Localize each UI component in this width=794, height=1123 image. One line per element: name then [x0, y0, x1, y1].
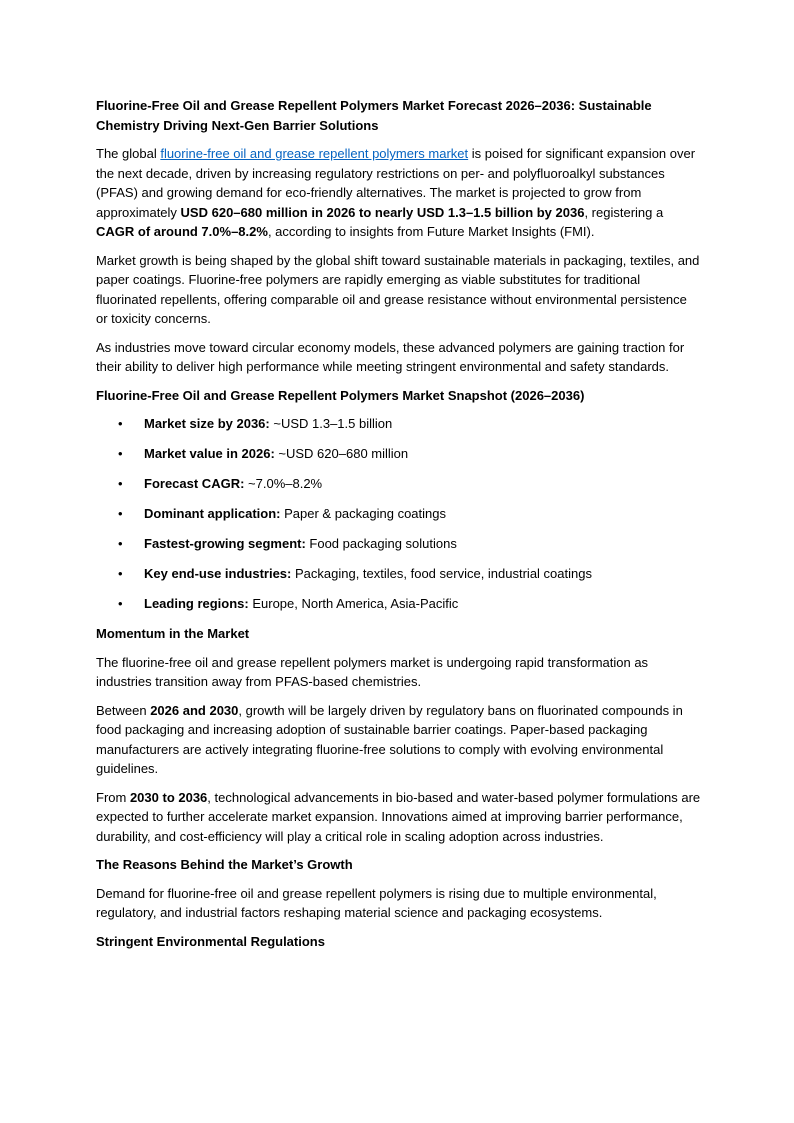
list-item: • Forecast CAGR: ~7.0%–8.2%: [96, 474, 702, 494]
intro-paragraph-2: Market growth is being shaped by the global shift toward sustainable materials in packaging, textiles, and paper coatings. Fluorine-free polymers are rapidly emerging as viable substitutes for traditional fluorinated repellents, offering comparable oil and grease resistance without environmental persistence or toxicity concerns.: [96, 252, 700, 326]
list-item: • Fastest-growing segment: Food packaging solutions: [96, 534, 702, 554]
momentum-paragraph-3: From 2030 to 2036, technological advancements in bio-based and water-based polymer formulations are expected to further accelerate market expansion. Innovations aimed at improving barrier performance, durability, and cost-efficiency will play a critical role in scaling adoption across industries.: [96, 789, 701, 844]
snapshot-list: [96, 414, 702, 614]
reasons-heading: The Reasons Behind the Market’s Growth: [96, 857, 353, 872]
intro-paragraph-1: The global fluorine-free oil and grease repellent polymers market is poised for significant expansion over the next decade, driven by increasing regulatory restrictions on per- and polyfluoroalkyl substances (PFAS) and growing demand for eco-friendly alternatives. The market is projected to grow from approximately USD 620–680 million in 2026 to nearly USD 1.3–1.5 billion by 2036, registering a CAGR of around 7.0%–8.2%, according to insights from Future Market Insights (FMI).: [96, 146, 696, 239]
bullet-icon: •: [118, 596, 123, 611]
intro-paragraph-3: As industries move toward circular economy models, these advanced polymers are gaining traction for their ability to deliver high performance while meeting stringent environmental and safety standards.: [96, 339, 685, 374]
list-item: • Key end-use industries: Packaging, textiles, food service, industrial coatings: [96, 564, 702, 584]
bullet-icon: •: [118, 566, 123, 581]
snapshot-heading: Fluorine-Free Oil and Grease Repellent Polymers Market Snapshot (2026–2036): [96, 387, 585, 403]
document-title: Fluorine-Free Oil and Grease Repellent Polymers Market Forecast 2026–2036: Sustainable Chemistry Driving Next-Gen Barrier Solutions: [96, 98, 652, 133]
market-report-link[interactable]: fluorine-free oil and grease repellent polymers market: [160, 146, 469, 161]
bullet-icon: •: [118, 536, 123, 551]
list-item: • Leading regions: Europe, North America, Asia-Pacific: [96, 594, 702, 614]
bullet-icon: •: [118, 416, 123, 431]
reasons-paragraph-1: Demand for fluorine-free oil and grease repellent polymers is rising due to multiple environmental, regulatory, and industrial factors reshaping material science and packaging ecosystems.: [96, 885, 657, 920]
list-item: • Dominant application: Paper & packaging coatings: [96, 504, 702, 524]
momentum-heading: Momentum in the Market: [96, 626, 250, 641]
bullet-icon: •: [118, 446, 123, 461]
bullet-icon: •: [118, 506, 123, 521]
list-item: • Market value in 2026: ~USD 620–680 million: [96, 444, 702, 464]
list-item: • Market size by 2036: ~USD 1.3–1.5 billion: [96, 414, 702, 434]
regulations-heading: Stringent Environmental Regulations: [96, 933, 325, 949]
bullet-icon: •: [118, 476, 123, 491]
document-page: [96, 96, 702, 960]
momentum-paragraph-1: The fluorine-free oil and grease repellent polymers market is undergoing rapid transformation as industries transition away from PFAS-based chemistries.: [96, 654, 649, 689]
momentum-paragraph-2: Between 2026 and 2030, growth will be largely driven by regulatory bans on fluorinated compounds in food packaging and increasing adoption of sustainable barrier coatings. Paper-based packaging manufacturers are actively integrating fluorine-free solutions to comply with evolving environmental guidelines.: [96, 702, 683, 776]
